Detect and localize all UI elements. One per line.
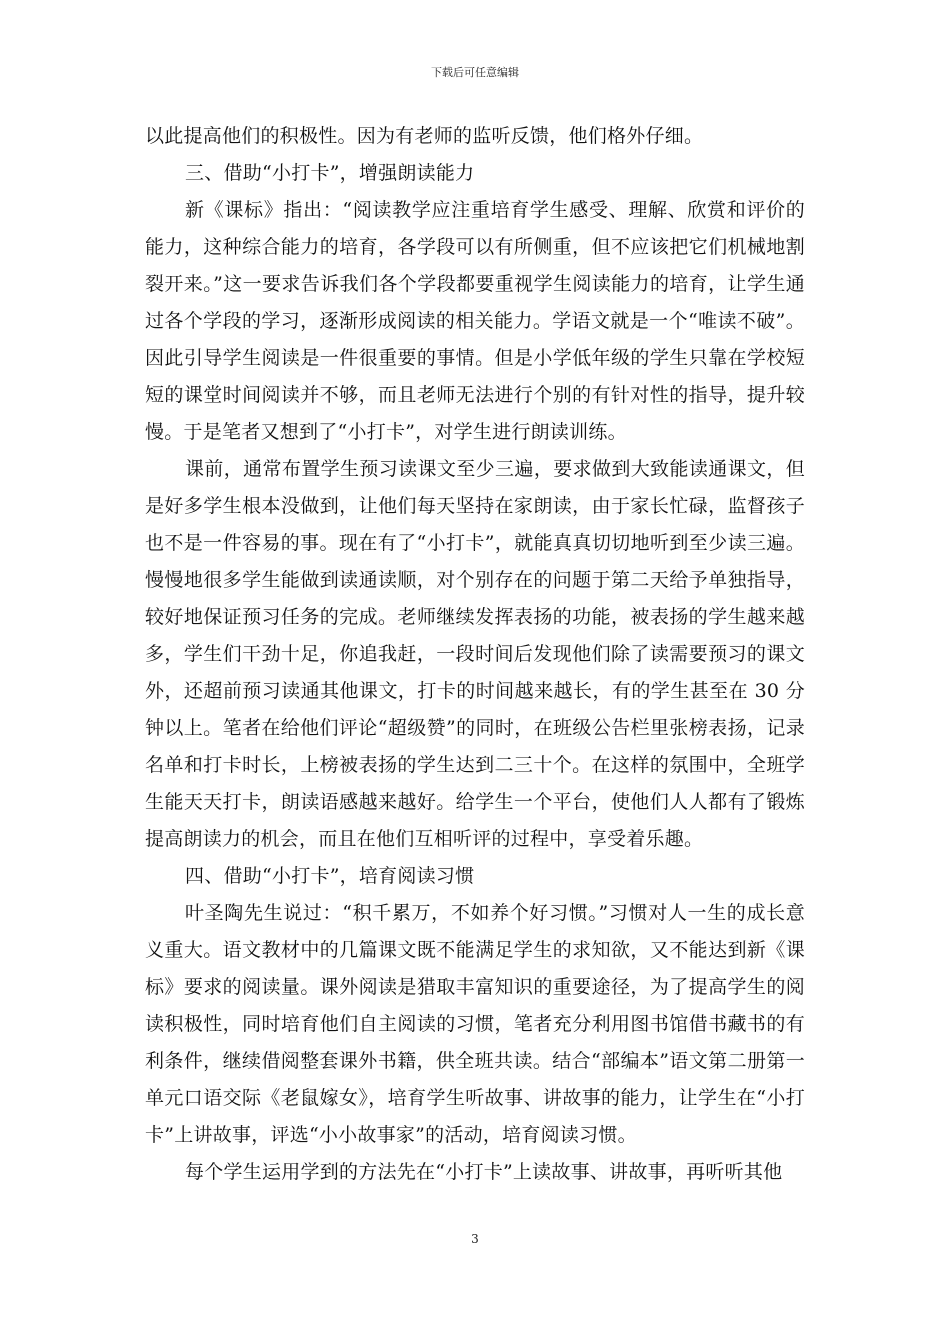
paragraph-ye-shengtao: 叶圣陶先生说过：“积千累万，不如养个好习惯。”习惯对人一生的成长意义重大。语文教材中的几篇课文既不能满足学生的求知欲，又不能达到新《课标》要求的阅读量。课外阅读是猎取丰富知识的重要途径，为了提高学生的阅读积极性，同时培育他们自主阅读的习惯，笔者充分利用图书馆借书藏书的有利条件，继续借阅整套课外书籍，供全班共读。结合“部编本”语文第二册第一单元口语交际《老鼠嫁女》，培育学生听故事、讲故事的能力，让学生在“小打卡”上讲故事，评选“小小故事家”的活动，培育阅读习惯。 [145,902,805,1146]
section-heading-reading-ability: 三、借助“小打卡”，增强朗读能力 [185,162,475,184]
page-header-note: 下载后可任意编辑 [431,66,519,79]
paragraph-curriculum-standard: 新《课标》指出：“阅读教学应注重培育学生感受、理解、欣赏和评价的能力，这种综合能力的培育，各学段可以有所侧重，但不应该把它们机械地割裂开来。”这一要求告诉我们各个学段都要重视学生阅读能力的培育，让学生通过各个学段的学习，逐渐形成阅读的相关能力。学语文就是一个“唯读不破”。因此引导学生阅读是一件很重要的事情。但是小学低年级的学生只靠在学校短短的课堂时间阅读并不够，而且老师无法进行个别的有针对性的指导，提升较慢。于是笔者又想到了“小打卡”，对学生进行朗读训练。 [145,199,805,443]
section-heading-reading-habit: 四、借助“小打卡”，培育阅读习惯 [185,865,475,887]
paragraph-continuation: 以此提高他们的积极性。因为有老师的监听反馈，他们格外仔细。 [145,125,704,147]
paragraph-preview-reading: 课前，通常布置学生预习读课文至少三遍，要求做到大致能读通课文，但是好多学生根本没做到，让他们每天坚持在家朗读，由于家长忙碌，监督孩子也不是一件容易的事。现在有了“小打卡”，就能真真切切地听到至少读三遍。慢慢地很多学生能做到读通读顺，对个别存在的问题于第二天给予单独指导，较好地保证预习任务的完成。老师继续发挥表扬的功能，被表扬的学生越来越多，学生们干劲十足，你追我赶，一段时间后发现他们除了读需要预习的课文外，还超前预习读通其他课文，打卡的时间越来越长，有的学生甚至在 30 分钟以上。笔者在给他们评论“超级赞”的同时，在班级公告栏里张榜表扬，记录名单和打卡时长，上榜被表扬的学生达到二三十个。在这样的氛围中，全班学生能天天打卡，朗读语感越来越好。给学生一个平台，使他们人人都有了锻炼提高朗读力的机会，而且在他们互相听评的过程中，享受着乐趣。 [145,458,805,850]
paragraph-storytelling: 每个学生运用学到的方法先在“小打卡”上读故事、讲故事，再听听其他 [185,1161,783,1183]
page-number: 3 [471,1232,479,1246]
document-body [145,118,805,1191]
